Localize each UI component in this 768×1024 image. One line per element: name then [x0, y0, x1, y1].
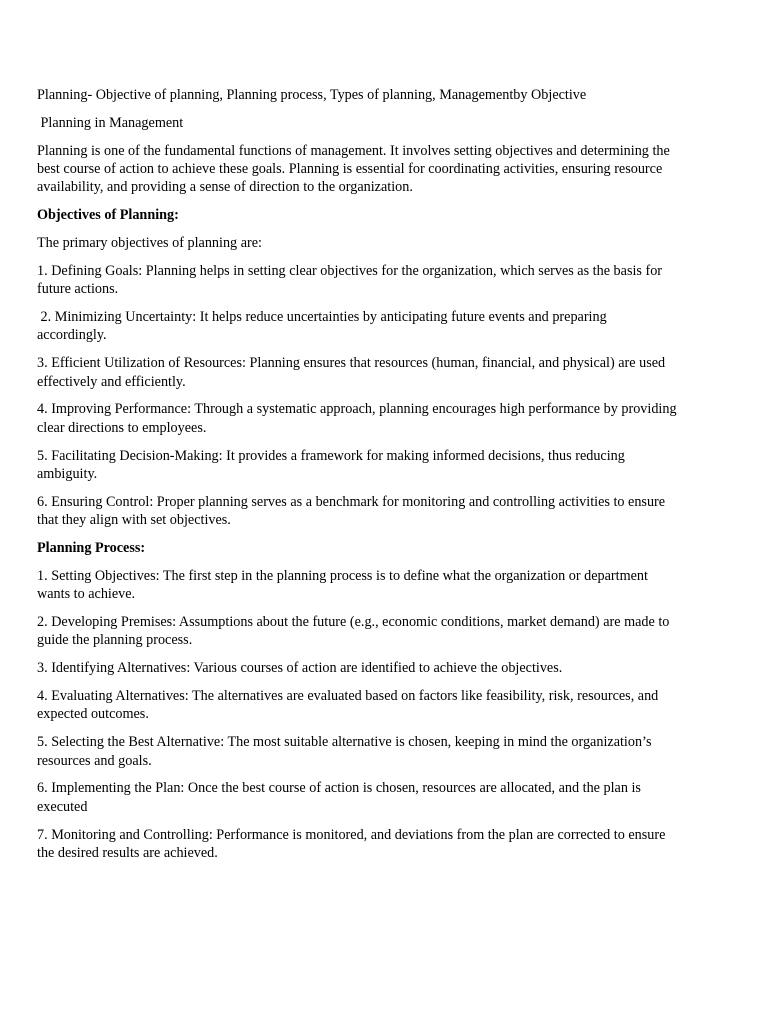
intro-paragraph: Planning is one of the fundamental functions of management. It involves setting objectives and determining the best course of action to achieve these goals. Planning is essential for coordinating activities, ensuring resource availability, and providing a sense of direction to the organization.	[37, 142, 674, 196]
objective-item: 4. Improving Performance: Through a systematic approach, planning encourages high performance by providing clear directions to employees.	[37, 401, 681, 436]
process-step: 5. Selecting the Best Alternative: The most suitable alternative is chosen, keeping in mind the organization’s resources and goals.	[37, 734, 656, 769]
process-step: 6. Implementing the Plan: Once the best course of action is chosen, resources are allocated, and the plan is executed	[37, 780, 645, 815]
objective-item: 6. Ensuring Control: Proper planning serves as a benchmark for monitoring and controlling activities to ensure that they align with set objectives.	[37, 493, 669, 529]
process-step: 2. Developing Premises: Assumptions about the future (e.g., economic conditions, market demand) are made to guide the planning process.	[37, 614, 673, 649]
objectives-heading: Objectives of Planning:	[37, 207, 179, 224]
objective-item: 2. Minimizing Uncertainty: It helps reduce uncertainties by anticipating future events and preparing accordingly.	[37, 309, 611, 344]
document-title-line: Planning- Objective of planning, Planning process, Types of planning, Managementby Objective	[37, 87, 587, 103]
process-step: 4. Evaluating Alternatives: The alternatives are evaluated based on factors like feasibility, risk, resources, and expected outcomes.	[37, 688, 662, 723]
process-heading: Planning Process:	[37, 540, 146, 557]
process-step: 7. Monitoring and Controlling: Performance is monitored, and deviations from the plan are corrected to ensure the desired results are achieved.	[37, 826, 669, 862]
objective-item: 3. Efficient Utilization of Resources: Planning ensures that resources (human, financial, and physical) are used effectively and efficiently.	[37, 355, 669, 390]
process-step: 3. Identifying Alternatives: Various courses of action are identified to achieve the objectives.	[37, 660, 563, 677]
process-step: 1. Setting Objectives: The first step in the planning process is to define what the organization or department wants to achieve.	[37, 567, 652, 603]
objective-item: 1. Defining Goals: Planning helps in setting clear objectives for the organization, which serves as the basis for future actions.	[37, 262, 666, 298]
objectives-intro: The primary objectives of planning are:	[37, 235, 262, 251]
objective-item: 5. Facilitating Decision-Making: It provides a framework for making informed decisions, thus reducing ambiguity.	[37, 447, 629, 483]
section-subheading: Planning in Management	[37, 114, 184, 131]
document-page	[37, 86, 681, 872]
